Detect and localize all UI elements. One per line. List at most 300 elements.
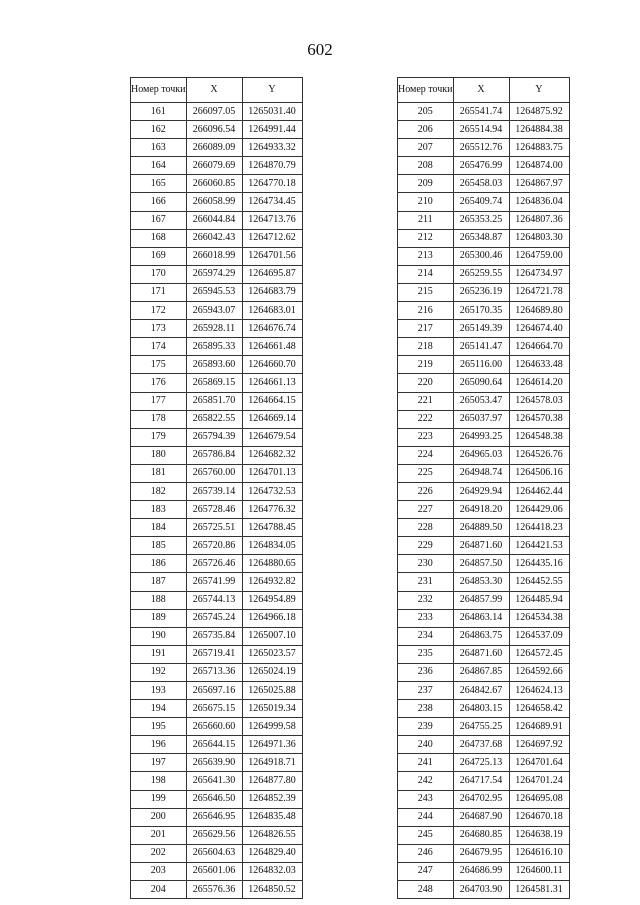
x-coordinate-cell: 265895.33 [186, 338, 242, 356]
y-coordinate-cell: 1264624.13 [509, 682, 569, 700]
point-number-cell: 170 [131, 265, 187, 283]
x-coordinate-cell: 265604.63 [186, 844, 242, 862]
table-row [398, 645, 570, 663]
x-coordinate-cell: 266096.54 [186, 121, 242, 139]
x-coordinate-cell: 265236.19 [453, 283, 509, 301]
y-coordinate-cell: 1264991.44 [242, 121, 302, 139]
point-number-cell: 172 [131, 302, 187, 320]
table-row [398, 862, 570, 880]
y-coordinate-cell: 1264600.11 [509, 862, 569, 880]
x-coordinate-cell: 265745.24 [186, 609, 242, 627]
y-coordinate-cell: 1264669.14 [242, 410, 302, 428]
table-row [131, 808, 303, 826]
table-row [131, 501, 303, 519]
y-coordinate-cell: 1264971.36 [242, 736, 302, 754]
x-coordinate-cell: 265476.99 [453, 157, 509, 175]
y-coordinate-cell: 1264679.54 [242, 428, 302, 446]
point-number-cell: 221 [398, 392, 454, 410]
x-coordinate-cell: 264993.25 [453, 428, 509, 446]
point-number-cell: 248 [398, 881, 454, 899]
point-number-cell: 185 [131, 537, 187, 555]
y-coordinate-cell: 1264682.32 [242, 446, 302, 464]
point-number-cell: 241 [398, 754, 454, 772]
point-number-cell: 215 [398, 283, 454, 301]
table-row [131, 519, 303, 537]
y-coordinate-cell: 1264697.92 [509, 736, 569, 754]
table-row [398, 736, 570, 754]
y-coordinate-cell: 1264701.64 [509, 754, 569, 772]
point-number-cell: 179 [131, 428, 187, 446]
y-coordinate-cell: 1264734.45 [242, 193, 302, 211]
point-number-cell: 224 [398, 446, 454, 464]
table-row [131, 229, 303, 247]
point-number-cell: 178 [131, 410, 187, 428]
table-row [398, 591, 570, 609]
table-row [398, 320, 570, 338]
y-coordinate-cell: 1264683.79 [242, 283, 302, 301]
y-coordinate-cell: 1264867.97 [509, 175, 569, 193]
header-y: Y [509, 78, 569, 103]
x-coordinate-cell: 265741.99 [186, 573, 242, 591]
table-row [398, 537, 570, 555]
point-number-cell: 168 [131, 229, 187, 247]
x-coordinate-cell: 264863.75 [453, 627, 509, 645]
y-coordinate-cell: 1264664.70 [509, 338, 569, 356]
y-coordinate-cell: 1264788.45 [242, 519, 302, 537]
x-coordinate-cell: 264702.95 [453, 790, 509, 808]
table-row [398, 139, 570, 157]
table-row [398, 103, 570, 121]
table-row [398, 881, 570, 899]
y-coordinate-cell: 1264658.42 [509, 700, 569, 718]
point-number-cell: 205 [398, 103, 454, 121]
x-coordinate-cell: 264889.50 [453, 519, 509, 537]
x-coordinate-cell: 265943.07 [186, 302, 242, 320]
point-number-cell: 220 [398, 374, 454, 392]
x-coordinate-cell: 266089.09 [186, 139, 242, 157]
y-coordinate-cell: 1265031.40 [242, 103, 302, 121]
table-body-right [398, 103, 570, 899]
table-row [398, 519, 570, 537]
y-coordinate-cell: 1264850.52 [242, 881, 302, 899]
table-row [131, 772, 303, 790]
y-coordinate-cell: 1264418.23 [509, 519, 569, 537]
point-number-cell: 231 [398, 573, 454, 591]
x-coordinate-cell: 265945.53 [186, 283, 242, 301]
x-coordinate-cell: 265719.41 [186, 645, 242, 663]
point-number-cell: 209 [398, 175, 454, 193]
x-coordinate-cell: 265141.47 [453, 338, 509, 356]
table-row [398, 772, 570, 790]
point-number-cell: 239 [398, 718, 454, 736]
x-coordinate-cell: 265735.84 [186, 627, 242, 645]
y-coordinate-cell: 1265023.57 [242, 645, 302, 663]
point-number-cell: 235 [398, 645, 454, 663]
x-coordinate-cell: 264871.60 [453, 645, 509, 663]
y-coordinate-cell: 1264572.45 [509, 645, 569, 663]
y-coordinate-cell: 1264676.74 [242, 320, 302, 338]
point-number-cell: 229 [398, 537, 454, 555]
x-coordinate-cell: 265149.39 [453, 320, 509, 338]
y-coordinate-cell: 1264537.09 [509, 627, 569, 645]
table-row [131, 121, 303, 139]
point-number-cell: 206 [398, 121, 454, 139]
table-row [131, 175, 303, 193]
x-coordinate-cell: 265739.14 [186, 482, 242, 500]
x-coordinate-cell: 265644.15 [186, 736, 242, 754]
x-coordinate-cell: 265053.47 [453, 392, 509, 410]
y-coordinate-cell: 1264683.01 [242, 302, 302, 320]
y-coordinate-cell: 1264776.32 [242, 501, 302, 519]
y-coordinate-cell: 1264701.13 [242, 464, 302, 482]
x-coordinate-cell: 265728.46 [186, 501, 242, 519]
x-coordinate-cell: 264863.14 [453, 609, 509, 627]
table-row [398, 826, 570, 844]
coordinates-table-right [397, 77, 570, 899]
point-number-cell: 226 [398, 482, 454, 500]
x-coordinate-cell: 265726.46 [186, 555, 242, 573]
table-row [131, 627, 303, 645]
table-row [131, 573, 303, 591]
point-number-cell: 201 [131, 826, 187, 844]
x-coordinate-cell: 266058.99 [186, 193, 242, 211]
y-coordinate-cell: 1264803.30 [509, 229, 569, 247]
point-number-cell: 167 [131, 211, 187, 229]
point-number-cell: 183 [131, 501, 187, 519]
x-coordinate-cell: 265090.64 [453, 374, 509, 392]
table-row [131, 790, 303, 808]
x-coordinate-cell: 265851.70 [186, 392, 242, 410]
y-coordinate-cell: 1264883.75 [509, 139, 569, 157]
table-row [131, 157, 303, 175]
x-coordinate-cell: 265353.25 [453, 211, 509, 229]
table-row [131, 482, 303, 500]
table-row [398, 302, 570, 320]
table-row [398, 157, 570, 175]
point-number-cell: 217 [398, 320, 454, 338]
table-row [398, 808, 570, 826]
y-coordinate-cell: 1264660.70 [242, 356, 302, 374]
x-coordinate-cell: 265170.35 [453, 302, 509, 320]
y-coordinate-cell: 1264462.44 [509, 482, 569, 500]
x-coordinate-cell: 265794.39 [186, 428, 242, 446]
y-coordinate-cell: 1264770.18 [242, 175, 302, 193]
x-coordinate-cell: 265646.50 [186, 790, 242, 808]
table-row [398, 464, 570, 482]
table-header-row [131, 78, 303, 103]
table-row [131, 302, 303, 320]
y-coordinate-cell: 1265025.88 [242, 682, 302, 700]
y-coordinate-cell: 1264713.76 [242, 211, 302, 229]
table-row [131, 645, 303, 663]
table-row [398, 573, 570, 591]
table-row [131, 663, 303, 681]
table-row [131, 682, 303, 700]
x-coordinate-cell: 265697.16 [186, 682, 242, 700]
table-row [131, 356, 303, 374]
y-coordinate-cell: 1264526.76 [509, 446, 569, 464]
point-number-cell: 191 [131, 645, 187, 663]
table-row [398, 482, 570, 500]
table-row [398, 121, 570, 139]
x-coordinate-cell: 265259.55 [453, 265, 509, 283]
x-coordinate-cell: 265760.00 [186, 464, 242, 482]
x-coordinate-cell: 264965.03 [453, 446, 509, 464]
table-row [398, 718, 570, 736]
y-coordinate-cell: 1264701.56 [242, 247, 302, 265]
y-coordinate-cell: 1264435.16 [509, 555, 569, 573]
x-coordinate-cell: 265744.13 [186, 591, 242, 609]
x-coordinate-cell: 265300.46 [453, 247, 509, 265]
point-number-cell: 214 [398, 265, 454, 283]
table-row [131, 537, 303, 555]
table-row [398, 844, 570, 862]
point-number-cell: 193 [131, 682, 187, 700]
x-coordinate-cell: 264686.99 [453, 862, 509, 880]
y-coordinate-cell: 1264592.66 [509, 663, 569, 681]
point-number-cell: 245 [398, 826, 454, 844]
y-coordinate-cell: 1264734.97 [509, 265, 569, 283]
table-row [398, 392, 570, 410]
point-number-cell: 218 [398, 338, 454, 356]
y-coordinate-cell: 1264670.18 [509, 808, 569, 826]
x-coordinate-cell: 265725.51 [186, 519, 242, 537]
y-coordinate-cell: 1264832.03 [242, 862, 302, 880]
y-coordinate-cell: 1264429.06 [509, 501, 569, 519]
x-coordinate-cell: 265822.55 [186, 410, 242, 428]
x-coordinate-cell: 265893.60 [186, 356, 242, 374]
x-coordinate-cell: 265869.15 [186, 374, 242, 392]
point-number-cell: 180 [131, 446, 187, 464]
point-number-cell: 200 [131, 808, 187, 826]
point-number-cell: 176 [131, 374, 187, 392]
table-row [398, 193, 570, 211]
table-row [398, 663, 570, 681]
point-number-cell: 165 [131, 175, 187, 193]
table-row [131, 103, 303, 121]
x-coordinate-cell: 264680.85 [453, 826, 509, 844]
point-number-cell: 247 [398, 862, 454, 880]
point-number-cell: 202 [131, 844, 187, 862]
x-coordinate-cell: 266042.43 [186, 229, 242, 247]
y-coordinate-cell: 1264506.16 [509, 464, 569, 482]
point-number-cell: 203 [131, 862, 187, 880]
y-coordinate-cell: 1264452.55 [509, 573, 569, 591]
y-coordinate-cell: 1264570.38 [509, 410, 569, 428]
table-row [131, 139, 303, 157]
table-row [131, 446, 303, 464]
table-row [398, 229, 570, 247]
y-coordinate-cell: 1264732.53 [242, 482, 302, 500]
x-coordinate-cell: 264871.60 [453, 537, 509, 555]
x-coordinate-cell: 266097.05 [186, 103, 242, 121]
point-number-cell: 238 [398, 700, 454, 718]
point-number-cell: 246 [398, 844, 454, 862]
table-row [131, 826, 303, 844]
table-row [131, 718, 303, 736]
y-coordinate-cell: 1264695.87 [242, 265, 302, 283]
table-row [398, 410, 570, 428]
table-row [131, 609, 303, 627]
y-coordinate-cell: 1265024.19 [242, 663, 302, 681]
y-coordinate-cell: 1264836.04 [509, 193, 569, 211]
y-coordinate-cell: 1264835.48 [242, 808, 302, 826]
y-coordinate-cell: 1264834.05 [242, 537, 302, 555]
point-number-cell: 190 [131, 627, 187, 645]
point-number-cell: 243 [398, 790, 454, 808]
x-coordinate-cell: 265116.00 [453, 356, 509, 374]
point-number-cell: 216 [398, 302, 454, 320]
y-coordinate-cell: 1264485.94 [509, 591, 569, 609]
x-coordinate-cell: 265629.56 [186, 826, 242, 844]
x-coordinate-cell: 264755.25 [453, 718, 509, 736]
x-coordinate-cell: 265037.97 [453, 410, 509, 428]
table-row [131, 320, 303, 338]
table-row [398, 682, 570, 700]
y-coordinate-cell: 1264826.55 [242, 826, 302, 844]
point-number-cell: 236 [398, 663, 454, 681]
table-row [398, 283, 570, 301]
x-coordinate-cell: 264867.85 [453, 663, 509, 681]
table-row [398, 790, 570, 808]
y-coordinate-cell: 1265007.10 [242, 627, 302, 645]
table-row [131, 700, 303, 718]
point-number-cell: 212 [398, 229, 454, 247]
point-number-cell: 188 [131, 591, 187, 609]
table-row [131, 881, 303, 899]
table-row [131, 844, 303, 862]
y-coordinate-cell: 1264874.00 [509, 157, 569, 175]
x-coordinate-cell: 266060.85 [186, 175, 242, 193]
table-row [131, 754, 303, 772]
x-coordinate-cell: 266079.69 [186, 157, 242, 175]
header-x: X [186, 78, 242, 103]
table-row [398, 175, 570, 193]
y-coordinate-cell: 1264759.00 [509, 247, 569, 265]
y-coordinate-cell: 1264999.58 [242, 718, 302, 736]
point-number-cell: 228 [398, 519, 454, 537]
x-coordinate-cell: 265601.06 [186, 862, 242, 880]
point-number-cell: 173 [131, 320, 187, 338]
table-row [398, 609, 570, 627]
x-coordinate-cell: 265660.60 [186, 718, 242, 736]
y-coordinate-cell: 1264689.80 [509, 302, 569, 320]
y-coordinate-cell: 1264638.19 [509, 826, 569, 844]
y-coordinate-cell: 1264633.48 [509, 356, 569, 374]
point-number-cell: 186 [131, 555, 187, 573]
table-row [398, 374, 570, 392]
table-body-left [131, 103, 303, 899]
point-number-cell: 199 [131, 790, 187, 808]
point-number-cell: 234 [398, 627, 454, 645]
x-coordinate-cell: 265720.86 [186, 537, 242, 555]
table-row [131, 283, 303, 301]
x-coordinate-cell: 264725.13 [453, 754, 509, 772]
point-number-cell: 189 [131, 609, 187, 627]
x-coordinate-cell: 265639.90 [186, 754, 242, 772]
x-coordinate-cell: 264679.95 [453, 844, 509, 862]
y-coordinate-cell: 1264548.38 [509, 428, 569, 446]
y-coordinate-cell: 1264933.32 [242, 139, 302, 157]
y-coordinate-cell: 1264689.91 [509, 718, 569, 736]
point-number-cell: 222 [398, 410, 454, 428]
point-number-cell: 171 [131, 283, 187, 301]
point-number-cell: 187 [131, 573, 187, 591]
header-point-number: Номер точки [398, 78, 454, 103]
y-coordinate-cell: 1264875.92 [509, 103, 569, 121]
header-x: X [453, 78, 509, 103]
x-coordinate-cell: 265541.74 [453, 103, 509, 121]
x-coordinate-cell: 264918.20 [453, 501, 509, 519]
point-number-cell: 164 [131, 157, 187, 175]
x-coordinate-cell: 264857.50 [453, 555, 509, 573]
y-coordinate-cell: 1264829.40 [242, 844, 302, 862]
x-coordinate-cell: 264687.90 [453, 808, 509, 826]
point-number-cell: 182 [131, 482, 187, 500]
y-coordinate-cell: 1264534.38 [509, 609, 569, 627]
x-coordinate-cell: 264929.94 [453, 482, 509, 500]
point-number-cell: 240 [398, 736, 454, 754]
point-number-cell: 161 [131, 103, 187, 121]
y-coordinate-cell: 1264721.78 [509, 283, 569, 301]
table-header-row [398, 78, 570, 103]
table-row [398, 627, 570, 645]
y-coordinate-cell: 1264674.40 [509, 320, 569, 338]
table-row [398, 501, 570, 519]
x-coordinate-cell: 264842.67 [453, 682, 509, 700]
table-row [131, 736, 303, 754]
table-row [131, 193, 303, 211]
table-row [398, 247, 570, 265]
table-row [398, 265, 570, 283]
table-row [131, 862, 303, 880]
y-coordinate-cell: 1264661.48 [242, 338, 302, 356]
y-coordinate-cell: 1264966.18 [242, 609, 302, 627]
y-coordinate-cell: 1264918.71 [242, 754, 302, 772]
table-row [398, 338, 570, 356]
table-row [398, 700, 570, 718]
coordinates-table-left [130, 77, 303, 899]
point-number-cell: 219 [398, 356, 454, 374]
y-coordinate-cell: 1264614.20 [509, 374, 569, 392]
x-coordinate-cell: 265646.95 [186, 808, 242, 826]
x-coordinate-cell: 265409.74 [453, 193, 509, 211]
y-coordinate-cell: 1264661.13 [242, 374, 302, 392]
x-coordinate-cell: 265512.76 [453, 139, 509, 157]
x-coordinate-cell: 264803.15 [453, 700, 509, 718]
y-coordinate-cell: 1264932.82 [242, 573, 302, 591]
x-coordinate-cell: 265514.94 [453, 121, 509, 139]
point-number-cell: 163 [131, 139, 187, 157]
y-coordinate-cell: 1264664.15 [242, 392, 302, 410]
x-coordinate-cell: 265458.03 [453, 175, 509, 193]
point-number-cell: 184 [131, 519, 187, 537]
page-number: 602 [307, 40, 333, 59]
table-row [398, 446, 570, 464]
x-coordinate-cell: 264853.30 [453, 573, 509, 591]
point-number-cell: 233 [398, 609, 454, 627]
point-number-cell: 169 [131, 247, 187, 265]
y-coordinate-cell: 1264581.31 [509, 881, 569, 899]
point-number-cell: 210 [398, 193, 454, 211]
point-number-cell: 244 [398, 808, 454, 826]
point-number-cell: 211 [398, 211, 454, 229]
y-coordinate-cell: 1264578.03 [509, 392, 569, 410]
x-coordinate-cell: 265675.15 [186, 700, 242, 718]
point-number-cell: 227 [398, 501, 454, 519]
y-coordinate-cell: 1264884.38 [509, 121, 569, 139]
point-number-cell: 177 [131, 392, 187, 410]
